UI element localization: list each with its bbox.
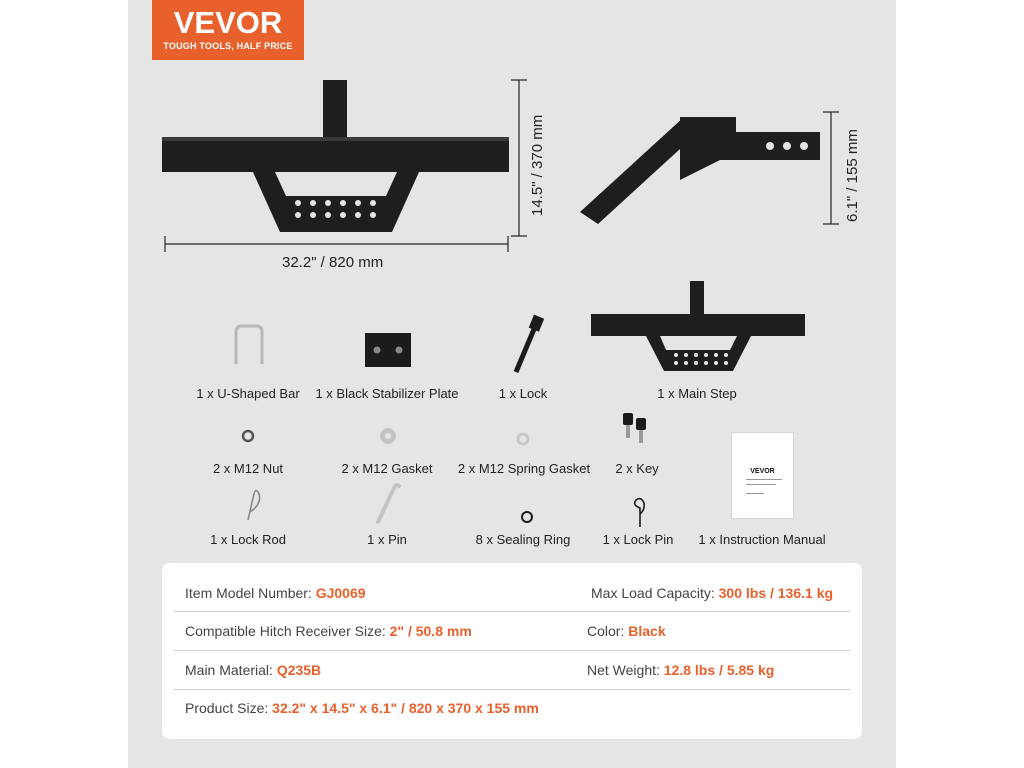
spec-weight-value: 12.8 lbs / 5.85 kg bbox=[663, 662, 775, 678]
part-label-main-step: 1 x Main Step bbox=[657, 386, 737, 401]
nut-icon bbox=[243, 431, 253, 441]
height-dimension-label: 14.5" / 370 mm bbox=[529, 114, 546, 216]
part-label-instruction-manual: 1 x Instruction Manual bbox=[698, 532, 826, 547]
spec-material-value: Q235B bbox=[276, 662, 322, 678]
manual-text-line bbox=[746, 479, 782, 480]
main-step-icon bbox=[591, 281, 805, 371]
spec-size bbox=[185, 700, 539, 716]
part-label-lock-pin: 1 x Lock Pin bbox=[602, 532, 674, 547]
part-label-key: 2 x Key bbox=[615, 461, 659, 476]
spec-divider bbox=[174, 650, 850, 651]
step-side-view bbox=[580, 117, 820, 224]
part-label-pin: 1 x Pin bbox=[367, 532, 407, 547]
spec-receiver-label: Compatible Hitch Receiver Size: bbox=[185, 623, 386, 639]
part-label-stabilizer-plate: 1 x Black Stabilizer Plate bbox=[315, 386, 459, 401]
manual-text-line bbox=[746, 493, 764, 494]
spec-size-value: 32.2" x 14.5" x 6.1" / 820 x 370 x 155 mm bbox=[272, 700, 539, 716]
spec-load-value: 300 lbs / 136.1 kg bbox=[718, 585, 834, 601]
spring-gasket-icon bbox=[518, 434, 528, 444]
manual-brand: VEVOR bbox=[750, 468, 775, 475]
spec-weight-label: Net Weight: bbox=[587, 662, 660, 678]
spec-material-label: Main Material: bbox=[185, 662, 273, 678]
key-icon bbox=[623, 413, 646, 443]
sealing-ring-icon bbox=[522, 512, 532, 522]
instruction-manual-icon bbox=[731, 432, 794, 519]
part-label-u-shaped-bar: 1 x U-Shaped Bar bbox=[196, 386, 300, 401]
stabilizer-plate-icon bbox=[365, 333, 411, 367]
lock-pin-icon bbox=[635, 499, 645, 527]
spec-divider bbox=[174, 611, 850, 612]
spec-color-value: Black bbox=[628, 623, 666, 639]
part-label-lock: 1 x Lock bbox=[498, 386, 548, 401]
depth-dimension-label: 6.1" / 155 mm bbox=[844, 129, 861, 222]
spec-model bbox=[185, 585, 366, 601]
step-front-view bbox=[162, 80, 509, 232]
u-shaped-bar-icon bbox=[236, 326, 262, 364]
spec-receiver bbox=[185, 623, 472, 639]
part-label-m12-nut: 2 x M12 Nut bbox=[212, 461, 284, 476]
spec-load bbox=[591, 585, 833, 601]
spec-model-label: Item Model Number: bbox=[185, 585, 312, 601]
part-label-lock-rod: 1 x Lock Rod bbox=[210, 532, 286, 547]
logo-tagline: TOUGH TOOLS, HALF PRICE bbox=[163, 41, 293, 51]
spec-model-value: GJ0069 bbox=[315, 585, 366, 601]
spec-receiver-value: 2" / 50.8 mm bbox=[389, 623, 472, 639]
width-dimension-line bbox=[165, 236, 508, 252]
height-dimension-line bbox=[511, 80, 527, 236]
logo-brand: VEVOR bbox=[173, 5, 283, 40]
lock-rod-icon bbox=[248, 491, 260, 521]
spec-divider bbox=[174, 689, 850, 690]
spec-weight bbox=[587, 662, 774, 678]
depth-dimension-line bbox=[823, 112, 839, 224]
pin-icon bbox=[378, 485, 399, 522]
width-dimension-label: 32.2" / 820 mm bbox=[282, 254, 384, 271]
manual-text-line bbox=[746, 484, 776, 485]
part-label-m12-gasket: 2 x M12 Gasket bbox=[341, 461, 433, 476]
part-label-sealing-ring: 8 x Sealing Ring bbox=[475, 532, 571, 547]
spec-card bbox=[162, 563, 862, 739]
spec-color bbox=[587, 623, 666, 639]
spec-color-label: Color: bbox=[587, 623, 625, 639]
lock-icon bbox=[516, 315, 544, 372]
part-label-m12-spring-gasket: 2 x M12 Spring Gasket bbox=[457, 461, 591, 476]
spec-size-label: Product Size: bbox=[185, 700, 269, 716]
spec-load-label: Max Load Capacity: bbox=[591, 585, 715, 601]
spec-material bbox=[185, 662, 321, 678]
gasket-icon bbox=[380, 428, 396, 444]
